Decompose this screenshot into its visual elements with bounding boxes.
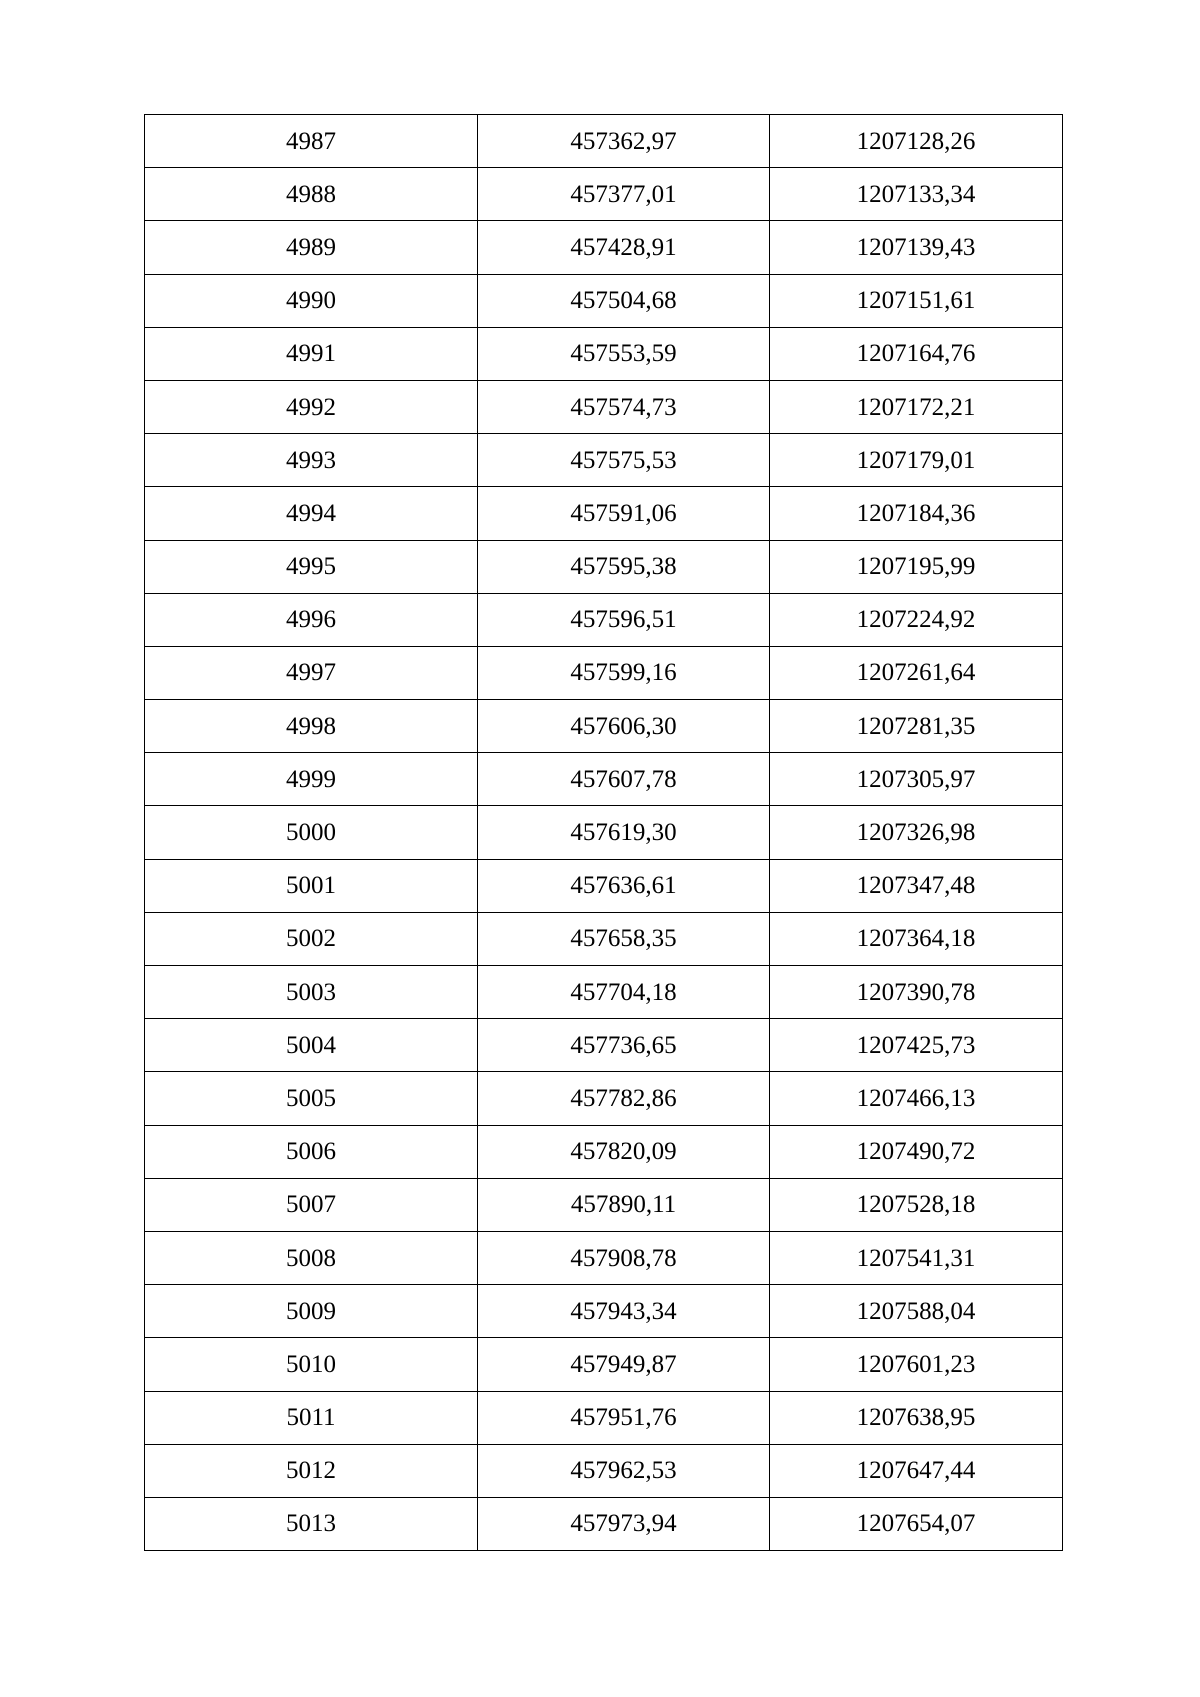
table-row	[145, 115, 1063, 168]
x-coordinate-cell: 457591,06	[478, 487, 770, 540]
point-number-cell: 5003	[145, 966, 478, 1019]
y-coordinate-cell: 1207128,26	[770, 115, 1063, 168]
table-row	[145, 540, 1063, 593]
y-coordinate-cell: 1207528,18	[770, 1178, 1063, 1231]
point-number-cell: 5013	[145, 1497, 478, 1550]
y-coordinate-cell: 1207647,44	[770, 1444, 1063, 1497]
coordinates-table	[144, 114, 1063, 1551]
x-coordinate-cell: 457704,18	[478, 966, 770, 1019]
table-row	[145, 487, 1063, 540]
point-number-cell: 4993	[145, 434, 478, 487]
coordinates-table-body	[145, 115, 1063, 1551]
x-coordinate-cell: 457606,30	[478, 700, 770, 753]
x-coordinate-cell: 457736,65	[478, 1019, 770, 1072]
y-coordinate-cell: 1207179,01	[770, 434, 1063, 487]
y-coordinate-cell: 1207195,99	[770, 540, 1063, 593]
point-number-cell: 4991	[145, 327, 478, 380]
point-number-cell: 4997	[145, 646, 478, 699]
x-coordinate-cell: 457619,30	[478, 806, 770, 859]
y-coordinate-cell: 1207184,36	[770, 487, 1063, 540]
y-coordinate-cell: 1207224,92	[770, 593, 1063, 646]
table-row	[145, 1019, 1063, 1072]
x-coordinate-cell: 457575,53	[478, 434, 770, 487]
table-row	[145, 1444, 1063, 1497]
point-number-cell: 5008	[145, 1231, 478, 1284]
x-coordinate-cell: 457428,91	[478, 221, 770, 274]
table-row	[145, 859, 1063, 912]
point-number-cell: 5000	[145, 806, 478, 859]
x-coordinate-cell: 457951,76	[478, 1391, 770, 1444]
y-coordinate-cell: 1207281,35	[770, 700, 1063, 753]
table-row	[145, 700, 1063, 753]
x-coordinate-cell: 457820,09	[478, 1125, 770, 1178]
point-number-cell: 5004	[145, 1019, 478, 1072]
point-number-cell: 4995	[145, 540, 478, 593]
point-number-cell: 5001	[145, 859, 478, 912]
x-coordinate-cell: 457553,59	[478, 327, 770, 380]
table-row	[145, 1125, 1063, 1178]
y-coordinate-cell: 1207172,21	[770, 380, 1063, 433]
table-row	[145, 1497, 1063, 1550]
table-row	[145, 646, 1063, 699]
y-coordinate-cell: 1207654,07	[770, 1497, 1063, 1550]
x-coordinate-cell: 457599,16	[478, 646, 770, 699]
point-number-cell: 4988	[145, 168, 478, 221]
y-coordinate-cell: 1207133,34	[770, 168, 1063, 221]
table-row	[145, 753, 1063, 806]
point-number-cell: 5002	[145, 912, 478, 965]
x-coordinate-cell: 457890,11	[478, 1178, 770, 1231]
x-coordinate-cell: 457636,61	[478, 859, 770, 912]
table-row	[145, 912, 1063, 965]
point-number-cell: 4987	[145, 115, 478, 168]
point-number-cell: 5012	[145, 1444, 478, 1497]
y-coordinate-cell: 1207425,73	[770, 1019, 1063, 1072]
x-coordinate-cell: 457596,51	[478, 593, 770, 646]
table-row	[145, 1338, 1063, 1391]
x-coordinate-cell: 457595,38	[478, 540, 770, 593]
y-coordinate-cell: 1207326,98	[770, 806, 1063, 859]
y-coordinate-cell: 1207347,48	[770, 859, 1063, 912]
point-number-cell: 5009	[145, 1285, 478, 1338]
x-coordinate-cell: 457362,97	[478, 115, 770, 168]
x-coordinate-cell: 457949,87	[478, 1338, 770, 1391]
x-coordinate-cell: 457504,68	[478, 274, 770, 327]
point-number-cell: 4999	[145, 753, 478, 806]
x-coordinate-cell: 457377,01	[478, 168, 770, 221]
x-coordinate-cell: 457962,53	[478, 1444, 770, 1497]
table-row	[145, 327, 1063, 380]
y-coordinate-cell: 1207490,72	[770, 1125, 1063, 1178]
point-number-cell: 5010	[145, 1338, 478, 1391]
table-row	[145, 806, 1063, 859]
y-coordinate-cell: 1207588,04	[770, 1285, 1063, 1338]
y-coordinate-cell: 1207151,61	[770, 274, 1063, 327]
y-coordinate-cell: 1207139,43	[770, 221, 1063, 274]
point-number-cell: 4994	[145, 487, 478, 540]
y-coordinate-cell: 1207390,78	[770, 966, 1063, 1019]
table-row	[145, 274, 1063, 327]
x-coordinate-cell: 457943,34	[478, 1285, 770, 1338]
table-row	[145, 380, 1063, 433]
point-number-cell: 5005	[145, 1072, 478, 1125]
point-number-cell: 5011	[145, 1391, 478, 1444]
y-coordinate-cell: 1207541,31	[770, 1231, 1063, 1284]
y-coordinate-cell: 1207466,13	[770, 1072, 1063, 1125]
x-coordinate-cell: 457574,73	[478, 380, 770, 433]
table-row	[145, 1391, 1063, 1444]
table-row	[145, 1285, 1063, 1338]
table-row	[145, 1072, 1063, 1125]
x-coordinate-cell: 457607,78	[478, 753, 770, 806]
table-row	[145, 1178, 1063, 1231]
point-number-cell: 4998	[145, 700, 478, 753]
point-number-cell: 4989	[145, 221, 478, 274]
table-row	[145, 966, 1063, 1019]
table-row	[145, 168, 1063, 221]
table-row	[145, 1231, 1063, 1284]
x-coordinate-cell: 457782,86	[478, 1072, 770, 1125]
y-coordinate-cell: 1207261,64	[770, 646, 1063, 699]
y-coordinate-cell: 1207601,23	[770, 1338, 1063, 1391]
y-coordinate-cell: 1207638,95	[770, 1391, 1063, 1444]
table-row	[145, 593, 1063, 646]
point-number-cell: 5007	[145, 1178, 478, 1231]
y-coordinate-cell: 1207364,18	[770, 912, 1063, 965]
y-coordinate-cell: 1207305,97	[770, 753, 1063, 806]
point-number-cell: 4996	[145, 593, 478, 646]
x-coordinate-cell: 457908,78	[478, 1231, 770, 1284]
point-number-cell: 4992	[145, 380, 478, 433]
table-row	[145, 221, 1063, 274]
point-number-cell: 4990	[145, 274, 478, 327]
point-number-cell: 5006	[145, 1125, 478, 1178]
table-row	[145, 434, 1063, 487]
y-coordinate-cell: 1207164,76	[770, 327, 1063, 380]
x-coordinate-cell: 457973,94	[478, 1497, 770, 1550]
x-coordinate-cell: 457658,35	[478, 912, 770, 965]
